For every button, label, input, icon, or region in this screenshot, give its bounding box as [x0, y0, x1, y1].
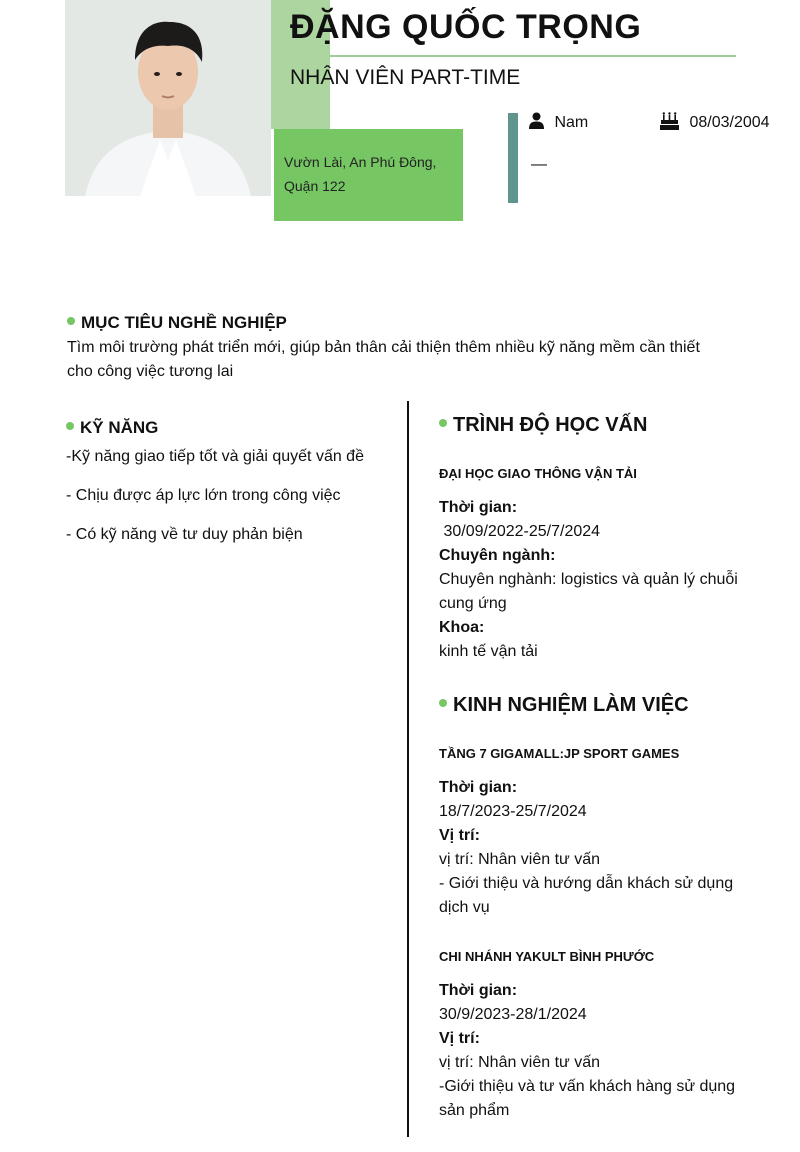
job-desc-line-2: dịch vụ — [439, 899, 490, 916]
user-icon — [529, 112, 544, 132]
address-line-2: Quận 122 — [284, 178, 346, 194]
education-time-label: Thời gian: — [439, 499, 518, 516]
birthdate-value: 08/03/2004 — [689, 114, 770, 131]
job-desc-line-1: - Giới thiệu và hướng dẫn khách sử dụng — [439, 875, 734, 892]
experience-section-title — [439, 694, 689, 717]
profile-photo — [65, 0, 271, 196]
objective-line-2: cho công việc tương lai — [67, 363, 234, 380]
objective-line-1: Tìm môi trường phát triển mới, giúp bản thân cải thiện thêm nhiều kỹ năng mềm cần thiết — [67, 339, 700, 356]
job-time-value: 18/7/2023-25/7/2024 — [439, 803, 587, 820]
education-faculty-value: kinh tế vận tải — [439, 643, 538, 660]
bullet-dot — [439, 419, 447, 427]
job-role-label: Vị trí: — [439, 827, 480, 844]
job-role-label: Vị trí: — [439, 1030, 480, 1047]
education-school: ĐẠI HỌC GIAO THÔNG VẬN TẢI — [439, 466, 637, 481]
education-section-title — [439, 414, 647, 437]
name-divider — [330, 55, 736, 57]
job-role-value: vị trí: Nhân viên tư vấn — [439, 851, 600, 868]
column-divider — [407, 401, 409, 1137]
address-line-1: Vườn Lài, An Phú Đông, — [284, 154, 437, 170]
bullet-dot — [439, 699, 447, 707]
job-desc-line-2: sản phẩm — [439, 1102, 510, 1119]
extra-info-dash: — — [531, 156, 547, 173]
skill-item: -Kỹ năng giao tiếp tốt và giải quyết vấn đề — [66, 448, 364, 465]
job-time-label: Thời gian: — [439, 982, 518, 999]
job-details — [439, 776, 769, 920]
skills-title: KỸ NĂNG — [80, 418, 159, 437]
objective-title: MỤC TIÊU NGHỀ NGHIỆP — [81, 313, 287, 332]
gender-row — [529, 112, 588, 132]
bullet-dot — [66, 422, 74, 430]
education-major-line-1: Chuyên nghành: logistics và quản lý chuỗi — [439, 571, 738, 588]
education-title: TRÌNH ĐỘ HỌC VẤN — [453, 414, 648, 436]
birthdate-row — [660, 112, 770, 132]
job-company: TẦNG 7 GIGAMALL:JP SPORT GAMES — [439, 746, 680, 761]
info-side-bar — [508, 113, 518, 203]
job-role-value: vị trí: Nhân viên tư vấn — [439, 1054, 600, 1071]
candidate-position: NHÂN VIÊN PART-TIME — [290, 66, 521, 89]
education-time-value: 30/09/2022-25/7/2024 — [439, 523, 601, 540]
experience-title: KINH NGHIỆM LÀM VIỆC — [453, 694, 689, 716]
education-major-label: Chuyên ngành: — [439, 547, 556, 564]
objective-section-title — [67, 313, 287, 333]
skill-item: - Chịu được áp lực lớn trong công việc — [66, 487, 341, 504]
address — [284, 150, 454, 198]
gender-value: Nam — [554, 114, 589, 131]
job-details — [439, 979, 769, 1123]
education-faculty-label: Khoa: — [439, 619, 485, 636]
job-time-label: Thời gian: — [439, 779, 518, 796]
education-major-line-2: cung ứng — [439, 595, 507, 612]
job-company: CHI NHÁNH YAKULT BÌNH PHƯỚC — [439, 949, 655, 964]
bullet-dot — [67, 317, 75, 325]
job-time-value: 30/9/2023-28/1/2024 — [439, 1006, 587, 1023]
candidate-name: ĐẶNG QUỐC TRỌNG — [290, 8, 642, 46]
skills-section-title — [66, 418, 158, 438]
education-details — [439, 496, 769, 664]
objective-text — [67, 336, 767, 384]
skill-item: - Có kỹ năng về tư duy phản biện — [66, 526, 303, 543]
job-desc-line-1: -Giới thiệu và tư vấn khách hàng sử dụng — [439, 1078, 736, 1095]
profile-photo-image — [65, 0, 271, 196]
birthday-cake-icon — [660, 112, 679, 132]
